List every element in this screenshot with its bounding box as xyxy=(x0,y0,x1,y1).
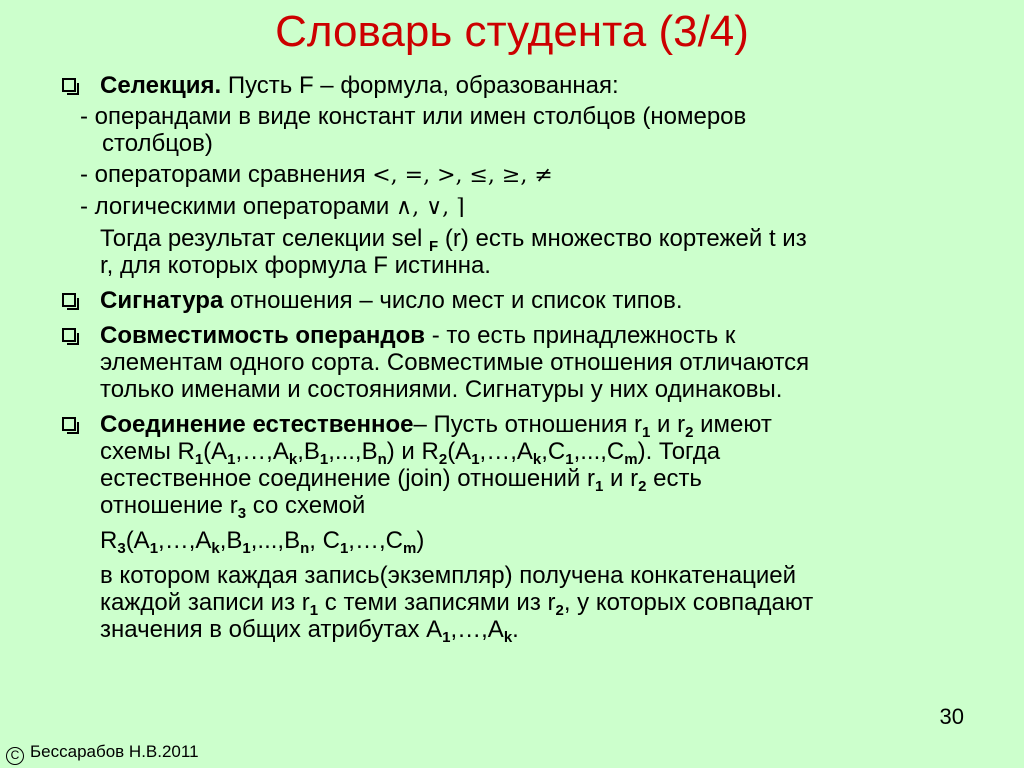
checkbox-bullet-icon xyxy=(62,328,76,342)
join-result-schema: $R_3(A_1,\dots,A_k,B_1,...,B_n$, $C_1,\dots,C_m$) xyxy=(100,527,425,557)
checkbox-bullet-icon xyxy=(62,293,76,307)
checkbox-bullet-icon xyxy=(62,78,76,92)
term-compatibility: Совместимость операндов xyxy=(100,322,426,349)
selection-logical-operators: - логическими операторами ∧, ∨, ⌉ xyxy=(80,193,465,220)
bullet-selection xyxy=(62,72,962,99)
bullet-signature: Сигнатура отношения – число мест и список типов. xyxy=(62,287,962,314)
slide-title: Словарь студента (3/4) xyxy=(275,7,749,56)
selection-operands: - операндами в виде констант или имен столбцов (номеров столбцов) xyxy=(80,103,747,157)
term-natural-join: Соединение естественное xyxy=(100,411,414,438)
term-selection: Селекция. xyxy=(100,72,222,99)
footer xyxy=(6,740,199,765)
term-signature: Сигнатура xyxy=(100,287,224,314)
bullet-compatibility: Совместимость операндов - то есть принадлежность к элементам одного сорта. Совместимые отношения отличаются только именами и состояниями. Сигнатуры у них одинаковы. xyxy=(62,322,962,403)
page-number: 30 xyxy=(939,704,964,729)
selection-intro: Пусть F – формула, образованная: xyxy=(221,72,619,99)
selection-comparison-operators: - операторами сравнения <, =, >, ≤, ≥, ≠ xyxy=(80,161,553,188)
logical-symbols: ∧, ∨, ⌉ xyxy=(395,195,465,220)
join-description: в котором каждая запись(экземпляр) получена конкатенацией каждой записи из $r_1$ с теми записями из $r_2$, у которых совпадают значения в общих атрибутах $A_1,\dots,A_k$. xyxy=(100,562,814,646)
bullet-natural-join: Соединение естественное– Пусть отношения $r_1$ и $r_2$ имеют схемы $R_1(A_1,\dots,A_k,B_1,...,B_n)$ и $R_2(A_1,\dots,A_k,C_1,...,C_m)$. Тогда естественное соединение (join) отношений $r_1$ и $r_2$ есть отношение $r_3$ со схемой xyxy=(62,411,962,519)
slide-content xyxy=(62,72,962,646)
copyright-icon: C xyxy=(6,747,24,765)
checkbox-bullet-icon xyxy=(62,417,76,431)
comparison-symbols: <, =, >, ≤, ≥, ≠ xyxy=(372,163,553,188)
selection-result: Тогда результат селекции sel $_F$ (r) есть множество кортежей t из r, для которых формула F истинна. xyxy=(100,225,807,279)
footer-author: Бессарабов Н.В.2011 xyxy=(30,742,199,761)
